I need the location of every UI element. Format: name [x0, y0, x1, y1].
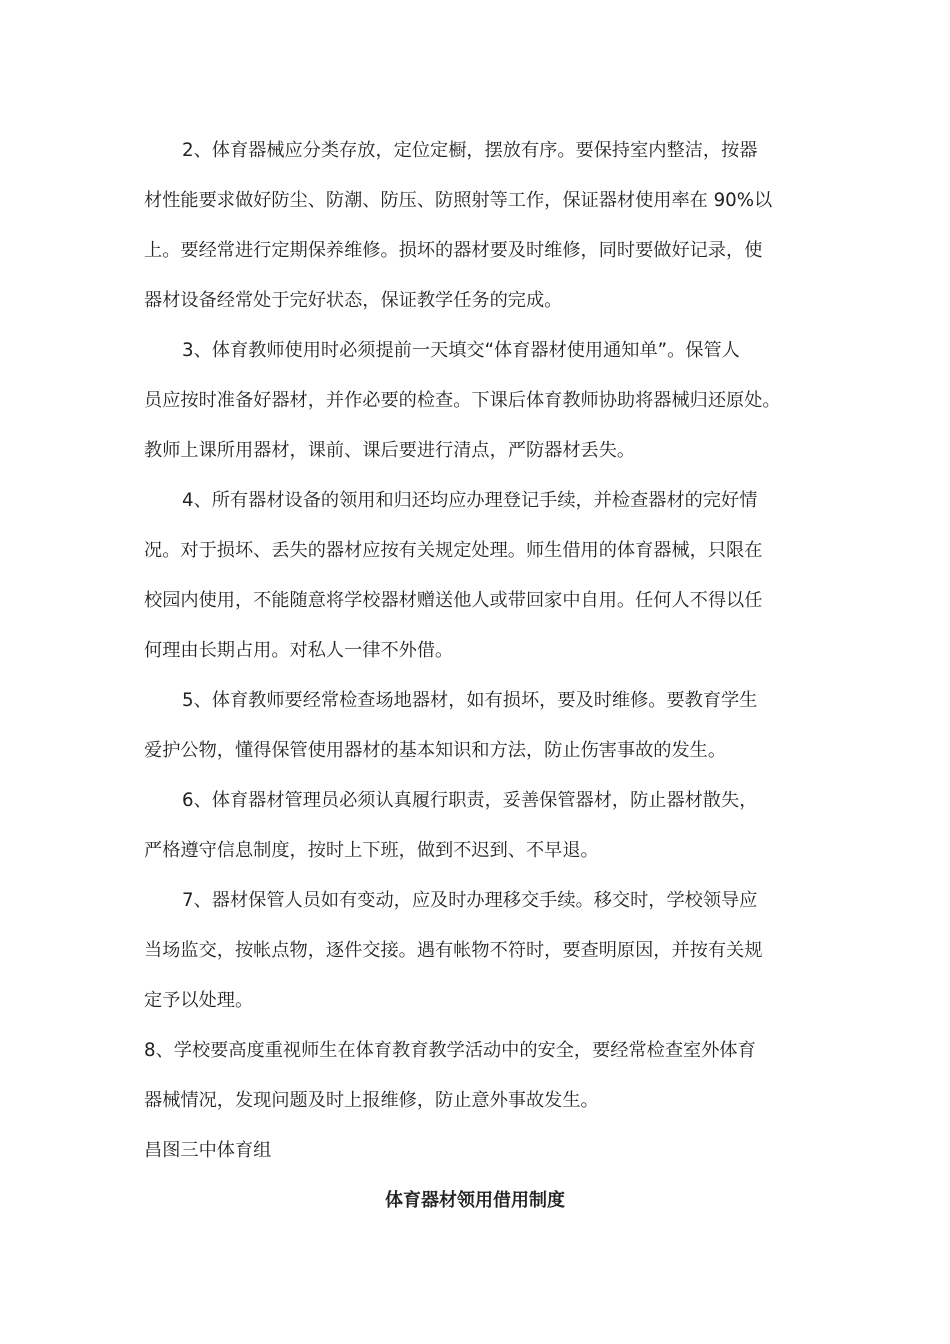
paragraph-line: 4、所有器材设备的领用和归还均应办理登记手续，并检查器材的完好情 [182, 490, 758, 511]
paragraph-line: 7、器材保管人员如有变动，应及时办理移交手续。移交时，学校领导应 [182, 890, 758, 911]
paragraph-line: 器材设备经常处于完好状态，保证教学任务的完成。 [144, 290, 563, 311]
paragraph-line: 6、体育器材管理员必须认真履行职责，妥善保管器材，防止器材散失， [182, 790, 758, 811]
document-body [144, 126, 806, 1226]
paragraph-line: 5、体育教师要经常检查场地器材，如有损坏，要及时维修。要教育学生 [182, 690, 758, 711]
paragraph [144, 776, 806, 876]
paragraph-line: 8、学校要高度重视师生在体育教育教学活动中的安全，要经常检查室外体育 [144, 1040, 756, 1061]
paragraph-line: 材性能要求做好防尘、防潮、防压、防照射等工作，保证器材使用率在 90%以 [144, 190, 773, 211]
paragraph-line: 校园内使用，不能随意将学校器材赠送他人或带回家中自用。任何人不得以任 [144, 590, 763, 611]
paragraph-line: 上。要经常进行定期保养维修。损坏的器材要及时维修，同时要做好记录，使 [144, 240, 763, 261]
paragraph-line: 3、体育教师使用时必须提前一天填交“体育器材使用通知单”。保管人 [182, 340, 740, 361]
paragraph [144, 126, 806, 326]
paragraph-line: 何理由长期占用。对私人一律不外借。 [144, 640, 454, 661]
paragraph [144, 476, 806, 676]
paragraph-line: 爱护公物，懂得保管使用器材的基本知识和方法，防止伤害事故的发生。 [144, 740, 727, 761]
section-title: 体育器材领用借用制度 [385, 1190, 565, 1211]
paragraph-line: 器械情况，发现问题及时上报维修，防止意外事故发生。 [144, 1090, 599, 1111]
paragraph-line: 严格遵守信息制度，按时上下班，做到不迟到、不早退。 [144, 840, 599, 861]
paragraph-line: 况。对于损坏、丢失的器材应按有关规定处理。师生借用的体育器械，只限在 [144, 540, 763, 561]
signature: 昌图三中体育组 [144, 1140, 272, 1161]
paragraph [144, 326, 806, 476]
paragraph-line: 教师上课所用器材，课前、课后要进行清点，严防器材丢失。 [144, 440, 636, 461]
paragraph [144, 676, 806, 776]
paragraph-line: 当场监交，按帐点物，逐件交接。遇有帐物不符时，要查明原因，并按有关规 [144, 940, 763, 961]
paragraph [144, 876, 806, 1026]
paragraph [144, 1026, 806, 1126]
paragraph-line: 2、体育器械应分类存放，定位定橱，摆放有序。要保持室内整洁，按器 [182, 140, 758, 161]
paragraph-line: 员应按时准备好器材，并作必要的检查。下课后体育教师协助将器械归还原处。 [144, 390, 781, 411]
paragraph-line: 定予以处理。 [144, 990, 254, 1011]
